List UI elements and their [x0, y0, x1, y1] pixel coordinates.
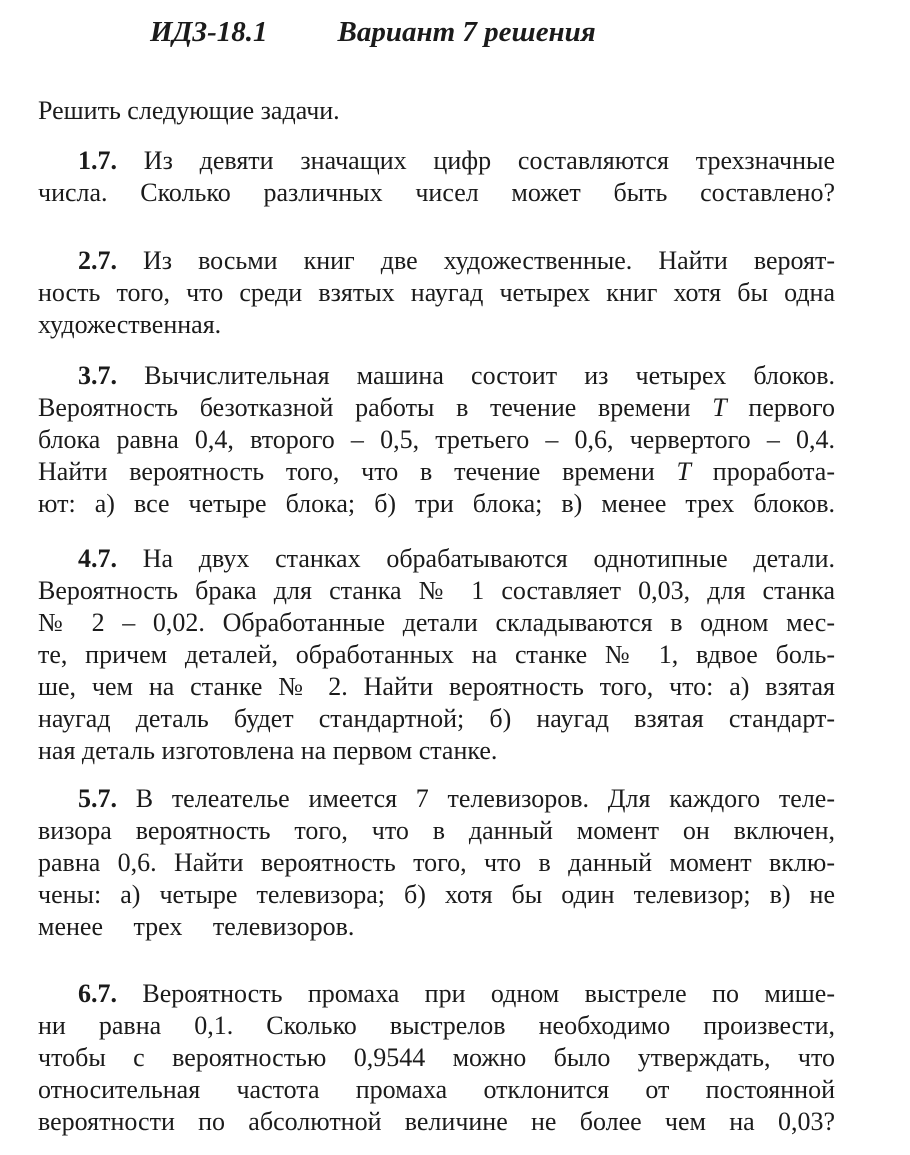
problem-1-7 [38, 145, 835, 209]
problem-number: 3.7. [78, 361, 117, 390]
problem-number: 1.7. [78, 146, 117, 175]
problem-number: 5.7. [78, 784, 117, 813]
text-line [38, 456, 835, 488]
text-run: чены: а) четыре телевизора; б) хотя бы один телевизор; в) не [38, 880, 835, 909]
text-run: чтобы с вероятностью 0,9544 можно было утверждать, что [38, 1043, 835, 1072]
problem-number: 2.7. [78, 246, 117, 275]
text-run: ют: а) все четыре блока; б) три блока; в) менее трех блоков. [38, 489, 835, 518]
text-line [38, 607, 835, 639]
text-line [38, 392, 835, 424]
problem-2-7 [38, 245, 835, 341]
problem-number: 6.7. [78, 979, 117, 1008]
text-line [38, 277, 835, 309]
text-line [38, 671, 835, 703]
text-run: первого [726, 393, 835, 422]
text-run: Т [676, 457, 691, 486]
text-line [38, 783, 835, 815]
document-header [38, 14, 835, 50]
text-line [38, 879, 835, 911]
text-line [38, 575, 835, 607]
text-run: проработа- [691, 457, 835, 486]
text-line [38, 145, 835, 177]
text-run: относительная частота промаха отклонится от постоянной [38, 1075, 835, 1104]
text-line [38, 424, 835, 456]
text-line [38, 309, 835, 341]
text-line [38, 245, 835, 277]
text-line [38, 177, 835, 209]
text-line [38, 360, 835, 392]
text-run: Вычислительная машина состоит из четырех блоков. [117, 361, 835, 390]
text-line [38, 1010, 835, 1042]
text-run: ная деталь изготовлена на первом станке. [38, 736, 498, 765]
problems-list [38, 145, 835, 1138]
text-line [38, 735, 835, 767]
text-run: блока равна 0,4, второго – 0,5, третьего – 0,6, червертого – 0,4. [38, 425, 835, 454]
problem-6-7 [38, 978, 835, 1138]
text-run: В телеателье имеется 7 телевизоров. Для каждого теле- [117, 784, 835, 813]
text-line [38, 847, 835, 879]
text-run: вероятности по абсолютной величине не более чем на 0,03? [38, 1107, 835, 1136]
problem-number: 4.7. [78, 544, 117, 573]
text-line [38, 639, 835, 671]
text-run: Найти вероятность того, что в течение времени [38, 457, 677, 486]
text-run: числа. Сколько различных чисел может быть составлено? [38, 178, 835, 207]
text-line [38, 488, 835, 520]
text-run: Из восьми книг две художественные. Найти вероят- [117, 246, 835, 275]
text-line [38, 911, 835, 943]
text-run: Т [712, 393, 727, 422]
text-line [38, 815, 835, 847]
text-run: ни равна 0,1. Сколько выстрелов необходимо произвести, [38, 1011, 835, 1040]
text-run: наугад деталь будет стандартной; б) наугад взятая стандарт- [38, 704, 835, 733]
text-run: Вероятность промаха при одном выстреле по мише- [117, 979, 835, 1008]
text-line [38, 543, 835, 575]
problem-4-7 [38, 543, 835, 767]
text-run: менее трех телевизоров. [38, 912, 355, 941]
text-run: На двух станках обрабатываются однотипные детали. [117, 544, 835, 573]
text-line [38, 978, 835, 1010]
text-run: ность того, что среди взятых наугад четырех книг хотя бы одна [38, 278, 835, 307]
text-run: Вероятность брака для станка № 1 составляет 0,03, для станка [38, 576, 835, 605]
text-run: Из девяти значащих цифр составляются трехзначные [117, 146, 835, 175]
text-line [38, 1042, 835, 1074]
variant-title: Вариант 7 решения [337, 16, 596, 48]
problem-5-7 [38, 783, 835, 943]
text-run: художественная. [38, 310, 222, 339]
intro-text: Решить следующие задачи. [38, 96, 340, 125]
text-run: равна 0,6. Найти вероятность того, что в данный момент вклю- [38, 848, 835, 877]
text-run: № 2 – 0,02. Обработанные детали складываются в одном мес- [38, 608, 835, 637]
text-line [38, 1074, 835, 1106]
text-line [38, 1106, 835, 1138]
text-run: Вероятность безотказной работы в течение времени [38, 393, 713, 422]
assignment-code: ИДЗ-18.1 [150, 16, 268, 48]
text-run: ше, чем на станке № 2. Найти вероятность того, что: а) взятая [38, 672, 835, 701]
text-run: те, причем деталей, обработанных на станке № 1, вдвое боль- [38, 640, 835, 669]
text-run: визора вероятность того, что в данный момент он включен, [38, 816, 835, 845]
text-line [38, 703, 835, 735]
problem-3-7 [38, 360, 835, 520]
